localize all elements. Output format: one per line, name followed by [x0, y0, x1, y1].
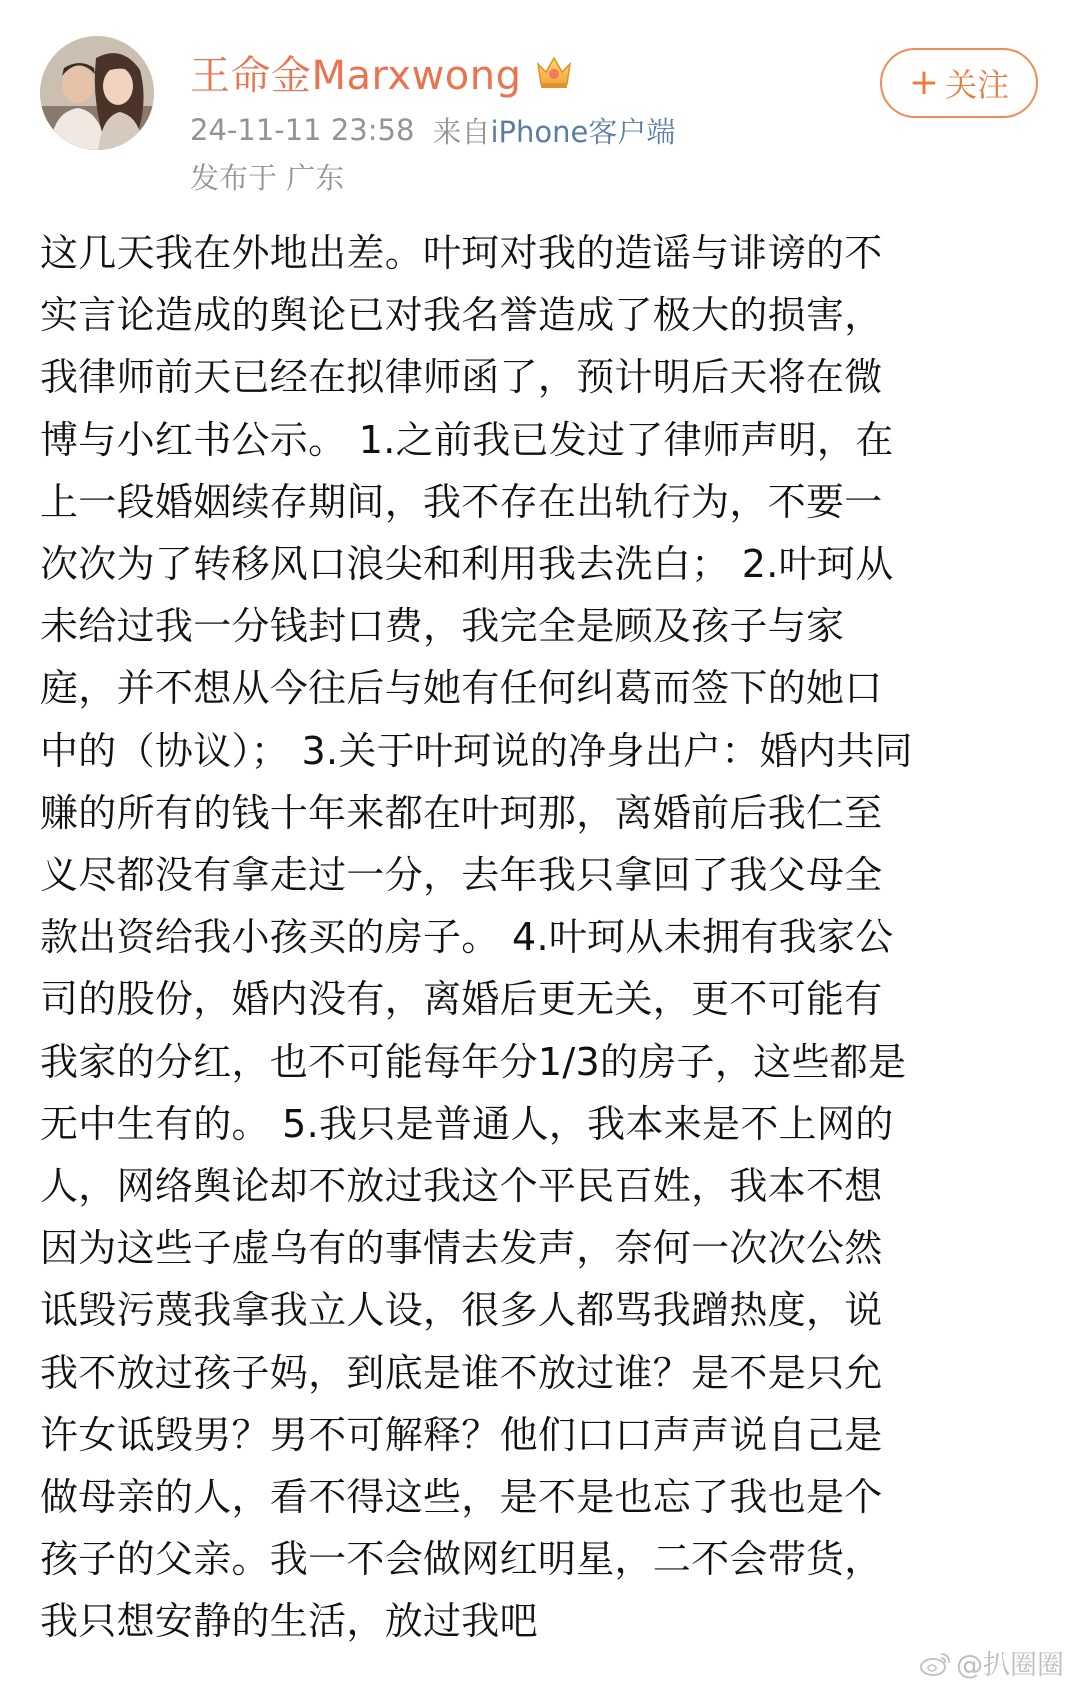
- post-body: [40, 222, 1050, 1653]
- post-time: 24-11-11 23:58: [190, 113, 415, 147]
- plus-icon: +: [908, 62, 940, 103]
- couple-avatar-icon: [40, 36, 154, 150]
- user-name-row: [190, 44, 576, 100]
- post-location: [190, 154, 344, 198]
- location-text: 发布于 广东: [190, 160, 345, 195]
- watermark: [918, 1643, 1064, 1682]
- weibo-logo-icon: [918, 1648, 952, 1678]
- post-meta: [190, 108, 675, 152]
- follow-label: 关注: [945, 66, 1010, 104]
- user-name[interactable]: 王命金Marxwong: [190, 52, 522, 99]
- crown-vip-icon[interactable]: [532, 50, 576, 94]
- post-text: 这几天我在外地出差。叶珂对我的造谣与诽谤的不 实言论造成的舆论已对我名誉造成了极大的损害， 我律师前天已经在拟律师函了，预计明后天将在微 博与小红书公示。 1.之前我已发过了律师声明，在 上一段婚姻续存期间，我不存在出轨行为，不要一 次次为了转移风口浪尖和利用我去洗白； 2.叶珂从 未给过我一分钱封口费，我完全是顾及孩子与家 庭，并不想从今往后与她有任何纠葛而签下的她口 中的（协议）； 3.关于叶珂说的净身出户：婚内共同 赚的所有的钱十年来都在叶珂那，离婚前后我仁至 义尽都没有拿走过一分，去年我只拿回了我父母全 款出资给我小孩买的房子。 4.叶珂从未拥有我家公 司的股份，婚内没有，离婚后更无关，更不可能有 我家的分红，也不可能每年分1/3的房子，这些都是 无中生有的。 5.我只是普通人，我本来是不上网的 人，网络舆论却不放过我这个平民百姓，我本不想 因为这些子虚乌有的事情去发声，奈何一次次公然 诋毁污蔑我拿我立人设，很多人都骂我蹭热度，说 我不放过孩子妈，到底是谁不放过谁？是不是只允 许女诋毁男？男不可解释？他们口口声声说自己是 做母亲的人，看不得这些，是不是也忘了我也是个 孩子的父亲。我一不会做网红明星，二不会带货， 我只想安静的生活，放过我吧: [40, 231, 913, 1644]
- source-link[interactable]: iPhone客户端: [490, 114, 676, 149]
- source-prefix: 来自: [432, 114, 491, 149]
- follow-button[interactable]: [880, 48, 1038, 118]
- avatar[interactable]: [40, 36, 154, 150]
- watermark-text: @扒圈圈: [956, 1650, 1064, 1681]
- post-header: [0, 0, 1080, 200]
